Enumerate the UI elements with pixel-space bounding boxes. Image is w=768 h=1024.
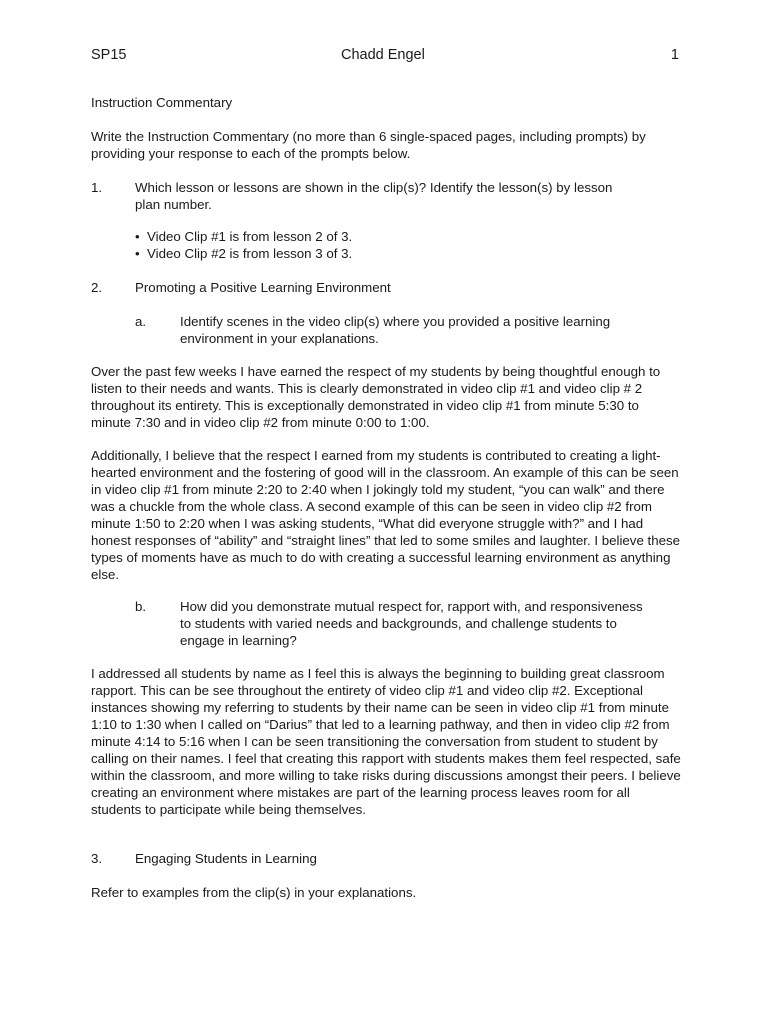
header-course-code: SP15 [91,47,127,63]
header-author-name: Chadd Engel [341,47,425,63]
bullet-dot: • [135,229,140,244]
intro-paragraph: Write the Instruction Commentary (no more than 6 single-spaced pages, including prompts) by providing your response to each of the prompts below. [91,129,646,161]
prompt-1-bullet-list [135,228,615,262]
prompt-3-number: 3. [91,851,103,866]
prompt-1-number: 1. [91,180,103,195]
prompt-2-text: Promoting a Positive Learning Environment [135,280,391,295]
prompt-3-instruction: Refer to examples from the clip(s) in your explanations. [91,885,417,900]
document-title: Instruction Commentary [91,95,233,110]
prompt-1-text: Which lesson or lessons are shown in the clip(s)? Identify the lesson(s) by lesson plan number. [135,180,613,212]
document-page [91,47,681,900]
prompt-2a-text: Identify scenes in the video clip(s) where you provided a positive learning environment in your explanations. [180,314,611,346]
bullet-text: Video Clip #1 is from lesson 2 of 3. [147,229,353,244]
prompt-2-number: 2. [91,280,103,295]
bullet-item [135,245,615,262]
prompt-3-text: Engaging Students in Learning [135,851,317,866]
response-paragraph-1: Over the past few weeks I have earned the respect of my students by being thoughtful enough to listen to their needs and wants. This is clearly demonstrated in video clip #1 and video clip # 2 throughout its entirety. This is exceptionally demonstrated in video clip #1 from minute 5:30 to minute 7:30 and in video clip #2 from minute 0:00 to 1:00. [91,364,661,430]
response-paragraph-3: I addressed all students by name as I feel this is always the beginning to building great classroom rapport. This can be see throughout the entirety of video clip #1 and video clip #2. Exceptional instances showing my referring to students by their name can be seen in video clip #1 from minute 1:10 to 1:30 when I called on “Darius” that led to a learning pathway, and then in video clip #2 from minute 4:14 to 5:16 when I can be seen transitioning the conversation from student to student by calling on their names. I feel that creating this rapport with students makes them feel respected, safe within the classroom, and more willing to take risks during discussions amongst their peers. I believe creating an environment where mistakes are part of the learning process leaves room for all students to participate while being themselves. [91,666,681,817]
prompt-2b-text: How did you demonstrate mutual respect for, rapport with, and responsiveness to students with varied needs and backgrounds, and challenge students to engage in learning? [180,599,643,648]
prompt-2b-letter: b. [135,599,147,614]
bullet-text: Video Clip #2 is from lesson 3 of 3. [147,246,353,261]
prompt-2a-letter: a. [135,314,147,329]
page-header [91,47,681,65]
response-paragraph-2: Additionally, I believe that the respect I earned from my students is contributed to creating a light-hearted environment and the fostering of good will in the classroom. An example of this can be seen in video clip #1 from minute 2:20 to 2:40 when I jokingly told my student, “you can walk” and there was a chuckle from the whole class. A second example of this can be seen in video clip #2 from minute 1:50 to 2:20 when I was asking students, “What did everyone struggle with?” and I had honest responses of “ability” and “straight lines” that led to some smiles and laughter. I believe these types of moments have as much to do with creating a successful learning environment as anything else. [91,448,681,582]
header-page-number: 1 [670,47,679,63]
bullet-dot: • [135,246,140,261]
bullet-item [135,228,615,245]
